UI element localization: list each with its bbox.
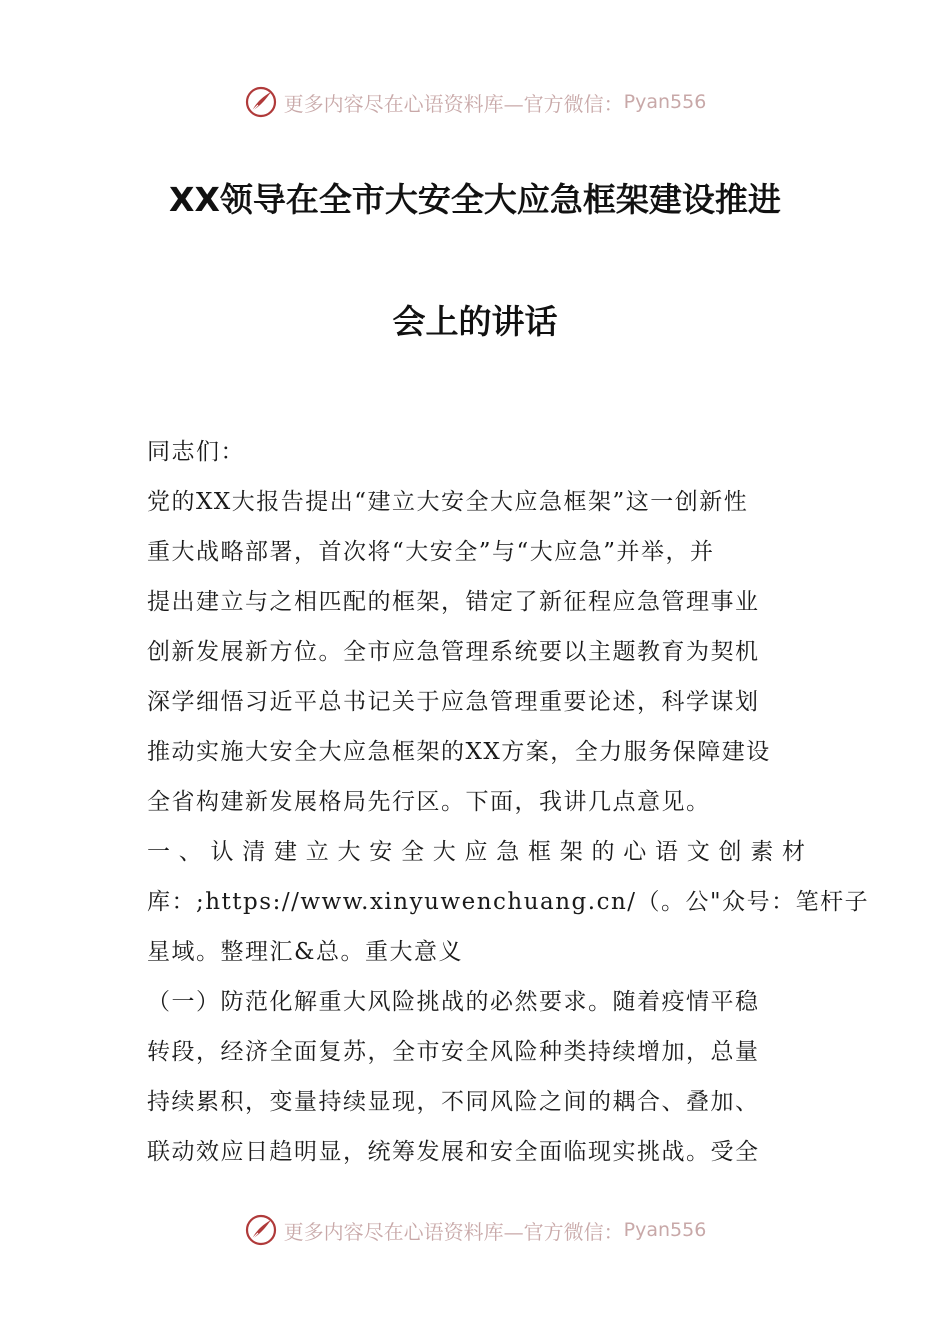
body-line: （一）防范化解重大风险挑战的必然要求。随着疫情平稳 [147, 989, 760, 1015]
document-body [147, 427, 870, 1177]
body-line: 持续累积，变量持续显现，不同风险之间的耦合、叠加、 [147, 1089, 760, 1115]
watermark-wechat-id: Pyan556 [623, 1219, 707, 1241]
document-title-line-2: 会上的讲话 [392, 302, 558, 341]
body-line: 库：;https://www.xinyuwenchuang.cn/（。公"众号：笔杆子 [147, 889, 870, 915]
watermark-wechat-id: Pyan556 [623, 91, 707, 113]
body-line: 推动实施大安全大应急框架的XX方案，全力服务保障建设 [147, 739, 771, 765]
body-line: 转段，经济全面复苏，全市安全风险种类持续增加，总量 [147, 1039, 760, 1065]
body-line: 党的XX大报告提出“建立大安全大应急框架”这一创新性 [147, 489, 749, 515]
document-title-line-1: XX领导在全市大安全大应急框架建设推进 [169, 180, 781, 219]
watermark-header [0, 82, 950, 122]
body-line: 提出建立与之相匹配的框架，错定了新征程应急管理事业 [147, 589, 760, 615]
watermark-text: 更多内容尽在心语资料库—官方微信： [283, 1219, 624, 1244]
watermark-text: 更多内容尽在心语资料库—官方微信： [283, 91, 624, 116]
body-line: 联动效应日趋明显，统筹发展和安全面临现实挑战。受全 [147, 1139, 760, 1165]
body-line: 深学细悟习近平总书记关于应急管理重要论述，科学谋划 [147, 689, 760, 715]
quill-logo-icon [244, 1213, 278, 1247]
quill-logo-icon [244, 85, 278, 119]
section-heading-line: 一、认清建立大安全大应急框架的心语文创素材 [147, 839, 805, 865]
body-line: 星域。整理汇&总。重大意义 [147, 939, 463, 965]
body-line: 重大战略部署，首次将“大安全”与“大应急”并举，并 [147, 539, 715, 565]
body-line: 同志们： [147, 439, 245, 465]
body-line: 全省构建新发展格局先行区。下面，我讲几点意见。 [147, 789, 711, 815]
body-line: 创新发展新方位。全市应急管理系统要以主题教育为契机 [147, 639, 760, 665]
watermark-footer [0, 1210, 950, 1250]
